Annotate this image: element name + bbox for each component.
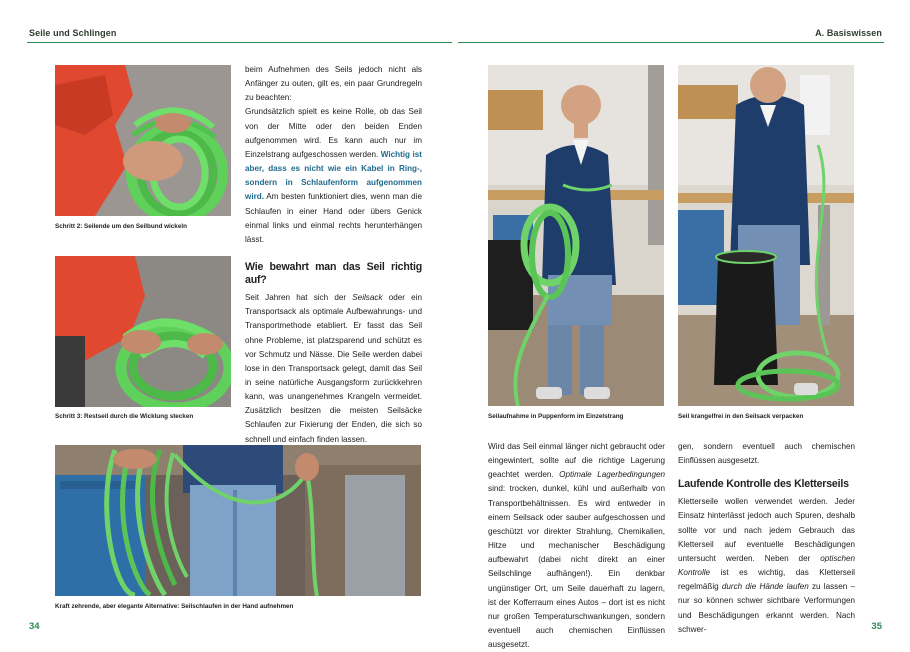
paragraph-col1-3: [245, 291, 422, 447]
photo-rope-coil-wrapping: [55, 65, 231, 216]
emphasis-text: Optimale Lagerbedingungen: [559, 470, 666, 480]
running-header-right: A. Basiswissen: [815, 28, 882, 38]
text-run: Am besten funktioniert dies, wenn man die Schlaufen in einer Hand oder übers Genick einmal links und einmal rechts herunterhängen lässt.: [245, 192, 422, 244]
photo-rope-puppet-form: [488, 65, 664, 406]
text-run: ist es wichtig, das Kletterseil regelmäßig: [678, 568, 855, 592]
text-column-2: [488, 440, 665, 652]
paragraph-col1-1: beim Aufnehmen des Seils jedoch nicht als Anfänger zu outen, gilt es, ein paar Grundregeln zu beachten:: [245, 65, 422, 103]
text-run: sind: trocken, dunkel, kühl und außerhalb von Transportbehältnissen. Es wird entweder in einem Seilsack oder sauber aufgeschossen und geschützt vor direkter Strahlung, Chemikalien, Hitze und mechanischer Beschädigung aufbewahrt (dabei nicht direkt an einer Seilschlinge aufhängen!). Ein denkbar ungünstiger Ort, um Seile dauerhaft zu lagern, ist der Kofferraum eines Autos – dort ist es nicht nur großen Temperaturschwankungen, sondern eventuell auch chemischen Einflüssen ausgesetzt.: [488, 484, 665, 650]
caption-fig3: Kraft zehrende, aber elegante Alternative: Seilschlaufen in der Hand aufnehmen: [55, 603, 294, 610]
paragraph-col3-2: [678, 495, 855, 637]
emphasis-text: Seilsack: [352, 293, 383, 303]
photo-rope-loops-in-hand: [55, 445, 421, 596]
caption-fig2: Schritt 3: Restseil durch die Wicklung stecken: [55, 413, 194, 420]
emphasis-text: durch die Hände laufen: [721, 582, 809, 592]
running-header-left: Seile und Schlingen: [29, 28, 117, 38]
section-heading-inspection: Laufende Kontrolle des Kletterseils: [678, 478, 849, 491]
emphasis-text: optischen Kontrolle: [678, 553, 855, 578]
text-run: Wird das Seil einmal länger nicht gebraucht oder eingewintert, sollte auf die richtige Lagerung geachtet werden.: [488, 442, 665, 480]
caption-fig1: Schritt 2: Seilende um den Seilbund wickeln: [55, 223, 187, 230]
text-column-3: [678, 440, 855, 637]
photo-rope-end-through-wrap: [55, 256, 231, 407]
header-rule-right: [458, 42, 884, 43]
page-number-right: 35: [871, 621, 882, 632]
page-number-left: 34: [29, 621, 40, 632]
header-rule-left: [27, 42, 452, 43]
text-run: zu lassen – nur so können schwer sichtbare Verformungen und Beschädigungen erkannt werden. Nach schwer-: [678, 582, 855, 634]
paragraph-col1-2: [245, 105, 422, 247]
text-run: Grundsätzlich spielt es keine Rolle, ob das Seil von der Mitte oder den beiden Enden aufgenommen wird. Es kann auch nur im Einzelstrang aufgeschossen werden.: [245, 107, 422, 159]
text-run: oder ein Transportsack als optimale Aufbewahrungs- und Transportmethode etabliert. Er fasst das Seil ohne Probleme, ist platzsparend und schützt es vor Schmutz und Nässe. Die Seile werden dabei lose in den Transportsack gelegt, damit das Seil in seine natürliche Ausgangsform zurückkehren kann, was unangenehmes Krangeln vermeidet. Zusätzlich besitzen die meisten Seilsäcke Schlaufen zur Fixierung der Enden, die sich so schnell und einfach finden lassen.: [245, 293, 422, 444]
text-column-1: [245, 63, 422, 447]
text-run: Seit Jahren hat sich der: [245, 293, 353, 303]
caption-fig5: Seil krangelfrei in den Seilsack verpacken: [678, 413, 804, 420]
caption-fig4: Seilaufnahme in Puppenform im Einzelstrang: [488, 413, 624, 420]
photo-rope-into-bag: [678, 65, 854, 406]
paragraph-col2-1: [488, 440, 665, 652]
text-run: Kletterseile wollen verwendet werden. Jeder Einsatz hinterlässt jedoch auch Spuren, deshalb sollte vor und nach jedem Gebrauch das Kletterseil auf eventuelle Beschädigungen untersucht werden. Neben der: [678, 497, 855, 563]
highlight-text: Wichtig ist aber, dass es nicht wie ein Kabel in Ring-, sondern in Schlaufenform aufgenommen wird.: [245, 149, 422, 202]
section-heading-storage: Wie bewahrt man das Seil richtig auf?: [245, 261, 422, 287]
paragraph-col3-1: gen, sondern eventuell auch chemischen Einflüssen ausgesetzt.: [678, 442, 855, 466]
